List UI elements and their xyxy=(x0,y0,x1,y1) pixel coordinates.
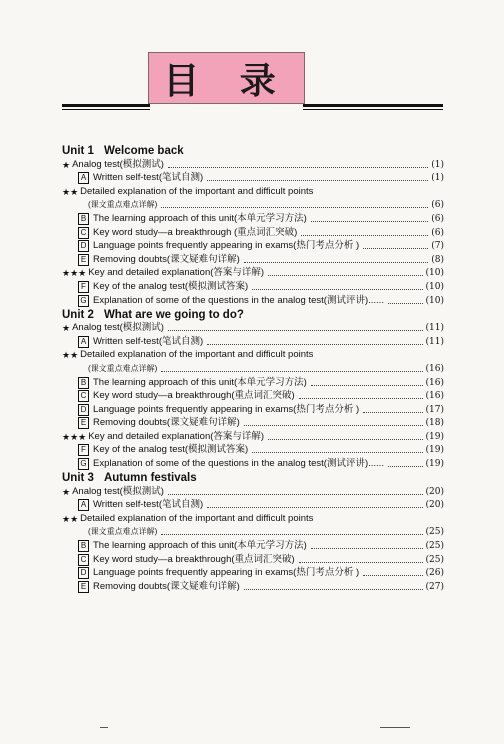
dot-leader xyxy=(299,397,423,399)
dot-leader xyxy=(161,533,422,535)
entry-text: Key word study—a breakthrough(重点词汇突破) xyxy=(93,553,295,565)
toc-entry xyxy=(62,443,444,457)
dot-leader xyxy=(252,288,422,290)
dot-leader xyxy=(244,588,423,590)
toc-entry xyxy=(62,402,444,416)
page-number: (7) xyxy=(431,241,444,252)
page-number: (19) xyxy=(425,431,444,442)
page-number: (26) xyxy=(425,568,444,579)
section-letter-box: E xyxy=(78,254,89,266)
toc-entry xyxy=(62,171,444,185)
page-title: 目 录 xyxy=(148,52,305,104)
entry-text: Analog test(模拟测试) xyxy=(72,485,164,497)
toc-entry xyxy=(62,416,444,430)
entry-text: The learning approach of this unit(本单元学习方法) xyxy=(93,212,307,224)
toc-entry xyxy=(62,293,444,307)
entry-text: Key of the analog test(模拟测试答案) xyxy=(93,280,249,292)
star-rating-icon: ★★ xyxy=(62,350,79,361)
dot-leader xyxy=(244,261,428,263)
entry-text: Explanation of some of the questions in the analog test(测试评讲)...... xyxy=(93,294,384,306)
section-letter-box: A xyxy=(78,499,89,511)
toc-entry xyxy=(62,157,444,171)
page-number: (1) xyxy=(431,173,444,184)
page-number: (20) xyxy=(425,486,444,497)
entry-text: Written self-test(笔试自测) xyxy=(93,499,204,511)
entry-text: Removing doubts(课文疑难句详解) xyxy=(93,417,240,429)
dot-leader xyxy=(207,179,428,181)
entry-text: Language points frequently appearing in exams(热门考点分析 ) xyxy=(93,403,360,415)
toc-entry xyxy=(62,389,444,403)
page-number: (10) xyxy=(425,281,444,292)
dot-leader xyxy=(363,411,422,413)
page-number: (1) xyxy=(431,159,444,170)
page-number: (8) xyxy=(431,254,444,265)
section-letter-box: D xyxy=(78,567,89,579)
dot-leader xyxy=(268,438,422,440)
toc-entry xyxy=(62,511,444,525)
entry-text: Removing doubts(课文疑难句详解) xyxy=(93,253,240,265)
dot-leader xyxy=(207,506,422,508)
star-rating-icon: ★ xyxy=(62,323,71,334)
entry-text: Analog test(模拟测试) xyxy=(72,158,164,170)
unit-label: Unit 1 xyxy=(62,145,94,157)
toc-entry xyxy=(62,198,444,212)
section-letter-box: C xyxy=(78,554,89,566)
dot-leader xyxy=(299,561,423,563)
entry-text: Language points frequently appearing in exams(热门考点分析 ) xyxy=(93,567,360,579)
section-letter-box: B xyxy=(78,213,89,225)
unit-title: What are we going to do? xyxy=(103,308,244,321)
star-rating-icon: ★★ xyxy=(62,186,79,197)
page-number: (10) xyxy=(425,268,444,279)
scan-mark xyxy=(100,727,108,728)
page-number: (16) xyxy=(425,363,444,374)
toc-unit-heading xyxy=(62,470,444,484)
section-letter-box: E xyxy=(78,417,89,429)
scan-mark xyxy=(380,727,410,728)
section-letter-box: C xyxy=(78,390,89,402)
toc-entry xyxy=(62,361,444,375)
dot-leader xyxy=(311,547,423,549)
entry-text: (课文重点难点详解) xyxy=(88,200,158,210)
section-letter-box: A xyxy=(78,336,89,348)
entry-text: Written self-test(笔试自测) xyxy=(93,335,204,347)
toc-entry xyxy=(62,579,444,593)
star-rating-icon: ★ xyxy=(62,486,71,497)
entry-text: Language points frequently appearing in exams(热门考点分析 ) xyxy=(93,240,360,252)
section-letter-box: G xyxy=(78,295,89,307)
page-number: (25) xyxy=(425,541,444,552)
toc-entry xyxy=(62,552,444,566)
dot-leader xyxy=(252,451,422,453)
section-letter-box: A xyxy=(78,172,89,184)
toc-entry xyxy=(62,184,444,198)
toc-entry xyxy=(62,429,444,443)
page-number: (6) xyxy=(431,227,444,238)
entry-text: Key and detailed explanation(答案与详解) xyxy=(88,430,265,442)
star-rating-icon: ★★ xyxy=(62,513,79,524)
entry-text: Detailed explanation of the important and difficult points xyxy=(80,185,314,197)
entry-text: The learning approach of this unit(本单元学习方法) xyxy=(93,376,307,388)
toc-unit-heading xyxy=(62,307,444,321)
entry-text: Key of the analog test(模拟测试答案) xyxy=(93,444,249,456)
unit-label: Unit 3 xyxy=(62,472,94,485)
page-number: (11) xyxy=(425,336,444,347)
section-letter-box: F xyxy=(78,281,89,293)
section-letter-box: B xyxy=(78,377,89,389)
section-letter-box: D xyxy=(78,404,89,416)
dot-leader xyxy=(388,302,423,304)
page-number: (16) xyxy=(425,391,444,402)
toc-entry xyxy=(62,348,444,362)
toc-entry xyxy=(62,225,444,239)
dot-leader xyxy=(363,574,422,576)
dot-leader xyxy=(363,247,428,249)
entry-text: The learning approach of this unit(本单元学习方法) xyxy=(93,540,307,552)
dot-leader xyxy=(168,493,423,495)
toc-entry xyxy=(62,211,444,225)
section-letter-box: F xyxy=(78,444,89,456)
page-number: (6) xyxy=(431,213,444,224)
title-rule-right xyxy=(303,104,443,107)
toc-entry xyxy=(62,525,444,539)
page-number: (17) xyxy=(425,404,444,415)
toc-entry xyxy=(62,484,444,498)
entry-text: Key word study—a breakthrough(重点词汇突破) xyxy=(93,390,295,402)
dot-leader xyxy=(268,274,422,276)
toc-entry xyxy=(62,321,444,335)
unit-title: Welcome back xyxy=(103,145,184,157)
unit-title: Autumn festivals xyxy=(103,472,197,485)
page-number: (25) xyxy=(425,554,444,565)
section-letter-box: C xyxy=(78,227,89,239)
toc-entry xyxy=(62,498,444,512)
entry-text: (课文重点难点详解) xyxy=(88,363,158,373)
entry-text: Detailed explanation of the important and difficult points xyxy=(80,512,314,524)
dot-leader xyxy=(311,220,428,222)
unit-label: Unit 2 xyxy=(62,308,94,321)
dot-leader xyxy=(161,370,422,372)
title-rule-right-thin xyxy=(303,109,443,110)
title-rule-left-thin xyxy=(62,109,150,110)
section-letter-box: B xyxy=(78,540,89,552)
dot-leader xyxy=(207,343,422,345)
toc-unit-heading xyxy=(62,143,444,157)
page-number: (10) xyxy=(425,295,444,306)
page-number: (20) xyxy=(425,500,444,511)
dot-leader xyxy=(161,206,428,208)
toc-entry xyxy=(62,456,444,470)
dot-leader xyxy=(388,465,423,467)
section-letter-box: D xyxy=(78,240,89,252)
toc-entry xyxy=(62,252,444,266)
toc-entry xyxy=(62,538,444,552)
toc-entry xyxy=(62,334,444,348)
page-number: (6) xyxy=(431,200,444,211)
entry-text: Explanation of some of the questions in the analog test(测试评讲)...... xyxy=(93,458,384,470)
entry-text: Key word study—a breakthrough (重点词汇突破) xyxy=(93,226,298,238)
entry-text: (课文重点难点详解) xyxy=(88,527,158,537)
page-number: (11) xyxy=(425,323,444,334)
table-of-contents xyxy=(62,143,444,593)
entry-text: Analog test(模拟测试) xyxy=(72,322,164,334)
dot-leader xyxy=(311,384,423,386)
toc-entry xyxy=(62,279,444,293)
star-rating-icon: ★★★ xyxy=(62,431,87,442)
section-letter-box: E xyxy=(78,581,89,593)
page-number: (16) xyxy=(425,377,444,388)
toc-entry xyxy=(62,239,444,253)
page-number: (19) xyxy=(425,445,444,456)
page-number: (19) xyxy=(425,459,444,470)
entry-text: Key and detailed explanation(答案与详解) xyxy=(88,267,265,279)
section-letter-box: G xyxy=(78,458,89,470)
dot-leader xyxy=(244,424,423,426)
toc-entry xyxy=(62,375,444,389)
entry-text: Detailed explanation of the important and difficult points xyxy=(80,349,314,361)
entry-text: Removing doubts(课文疑难句详解) xyxy=(93,580,240,592)
toc-entry xyxy=(62,566,444,580)
title-rule-left xyxy=(62,104,150,107)
star-rating-icon: ★ xyxy=(62,159,71,170)
dot-leader xyxy=(301,234,428,236)
dot-leader xyxy=(168,329,423,331)
page-number: (27) xyxy=(425,581,444,592)
star-rating-icon: ★★★ xyxy=(62,268,87,279)
page-number: (25) xyxy=(425,527,444,538)
entry-text: Written self-test(笔试自测) xyxy=(93,172,204,184)
page-number: (18) xyxy=(425,418,444,429)
dot-leader xyxy=(168,166,428,168)
toc-entry xyxy=(62,266,444,280)
